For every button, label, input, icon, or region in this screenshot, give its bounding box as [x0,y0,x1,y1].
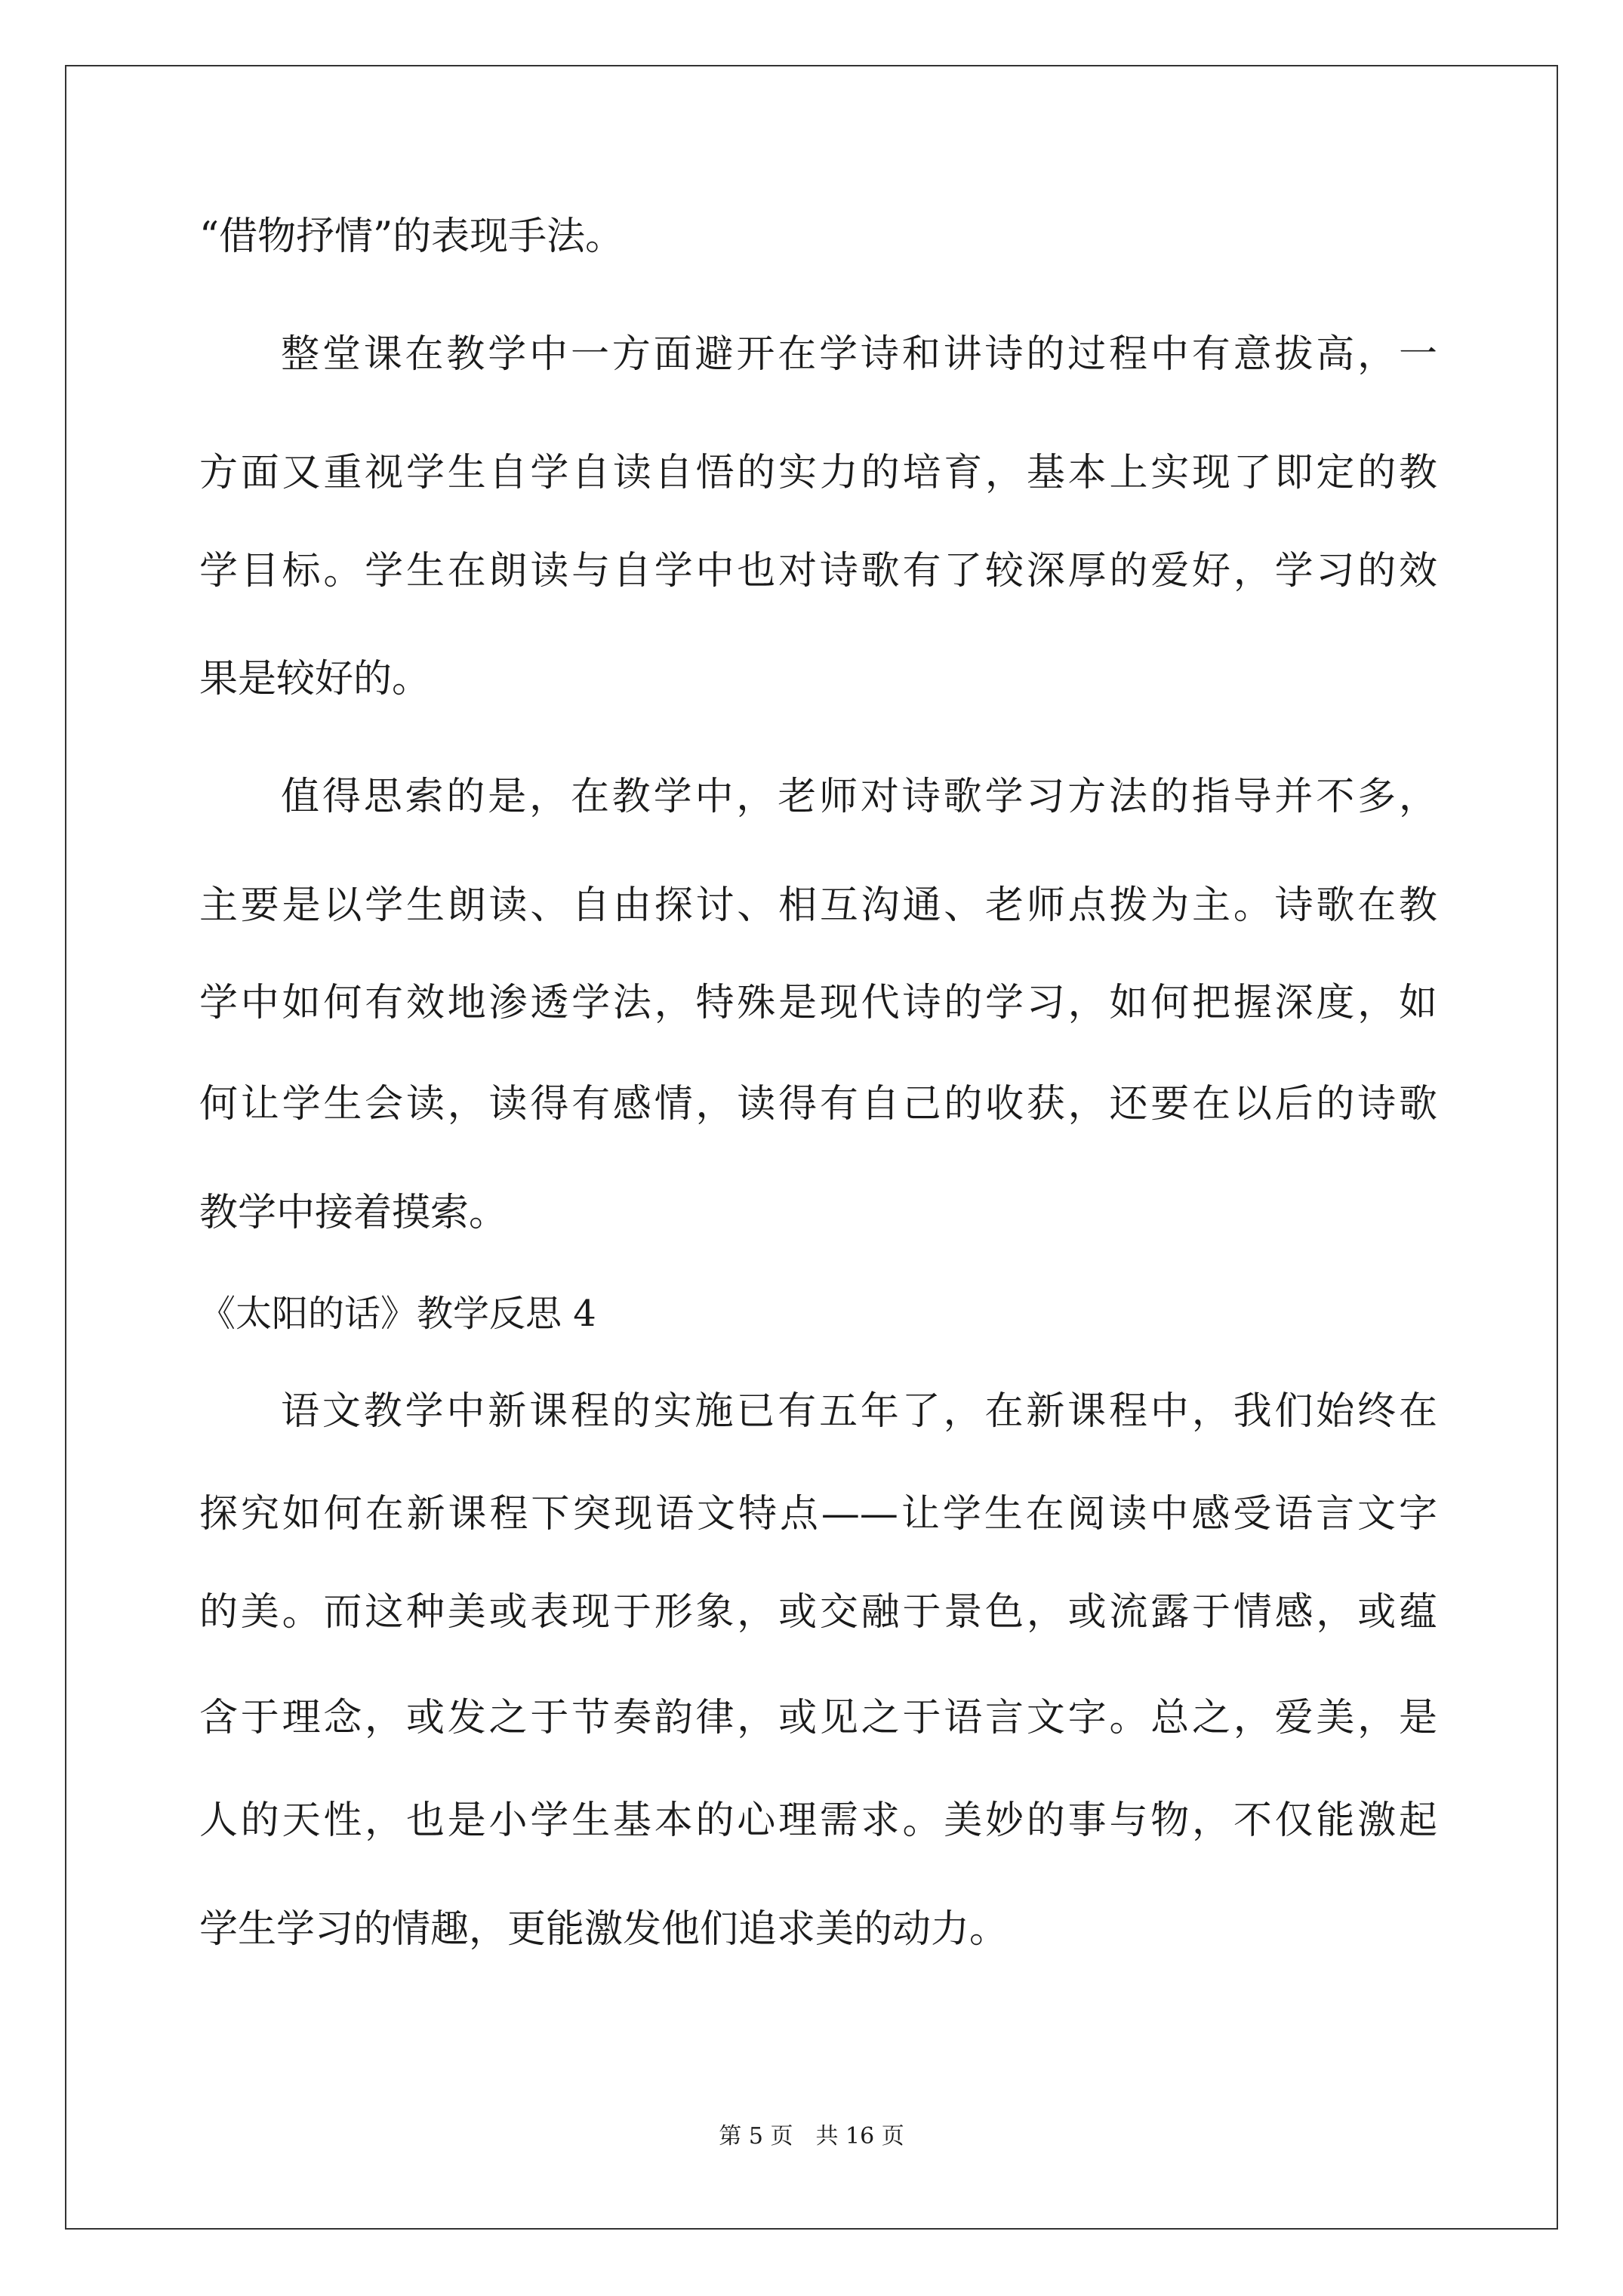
paragraph-line: 语文教学中新课程的实施已有五年了，在新课程中，我们始终在 [281,1389,1437,1434]
paragraph-line: “借物抒情”的表现手法。 [199,214,624,259]
page-footer [0,2123,1623,2150]
paragraph-line: 学目标。学生在朗读与自学中也对诗歌有了较深厚的爱好，学习的效 [199,549,1437,593]
paragraph-line: 果是较好的。 [199,657,431,701]
paragraph-line: 教学中接着摸索。 [199,1191,508,1235]
paragraph-line: 学中如何有效地渗透学法，特殊是现代诗的学习，如何把握深度，如 [199,981,1437,1025]
paragraph-line: 的美。而这种美或表现于形象，或交融于景色，或流露于情感，或蕴 [199,1590,1437,1635]
paragraph-line: 方面又重视学生自学自读自悟的实力的培育，基本上实现了即定的教 [199,451,1437,495]
paragraph-line: 何让学生会读，读得有感情，读得有自己的收获，还要在以后的诗歌 [199,1082,1437,1126]
paragraph-line: 值得思索的是，在教学中，老师对诗歌学习方法的指导并不多， [281,775,1437,819]
page-number: 第 5 页 共 16 页 [719,2123,904,2150]
section-heading: 《太阳的话》教学反思 4 [199,1293,596,1335]
paragraph-line: 探究如何在新课程下突现语文特点——让学生在阅读中感受语言文字 [199,1492,1437,1536]
paragraph-line: 学生学习的情趣，更能激发他们追求美的动力。 [199,1907,1009,1952]
page-border [65,65,1558,2230]
paragraph-line: 人的天性，也是小学生基本的心理需求。美妙的事与物，不仅能激起 [199,1798,1437,1843]
paragraph-line: 含于理念，或发之于节奏韵律，或见之于语言文字。总之，爱美，是 [199,1696,1437,1740]
paragraph-line: 主要是以学生朗读、自由探讨、相互沟通、老师点拨为主。诗歌在教 [199,883,1437,928]
paragraph-line: 整堂课在教学中一方面避开在学诗和讲诗的过程中有意拔高，一 [281,332,1437,377]
